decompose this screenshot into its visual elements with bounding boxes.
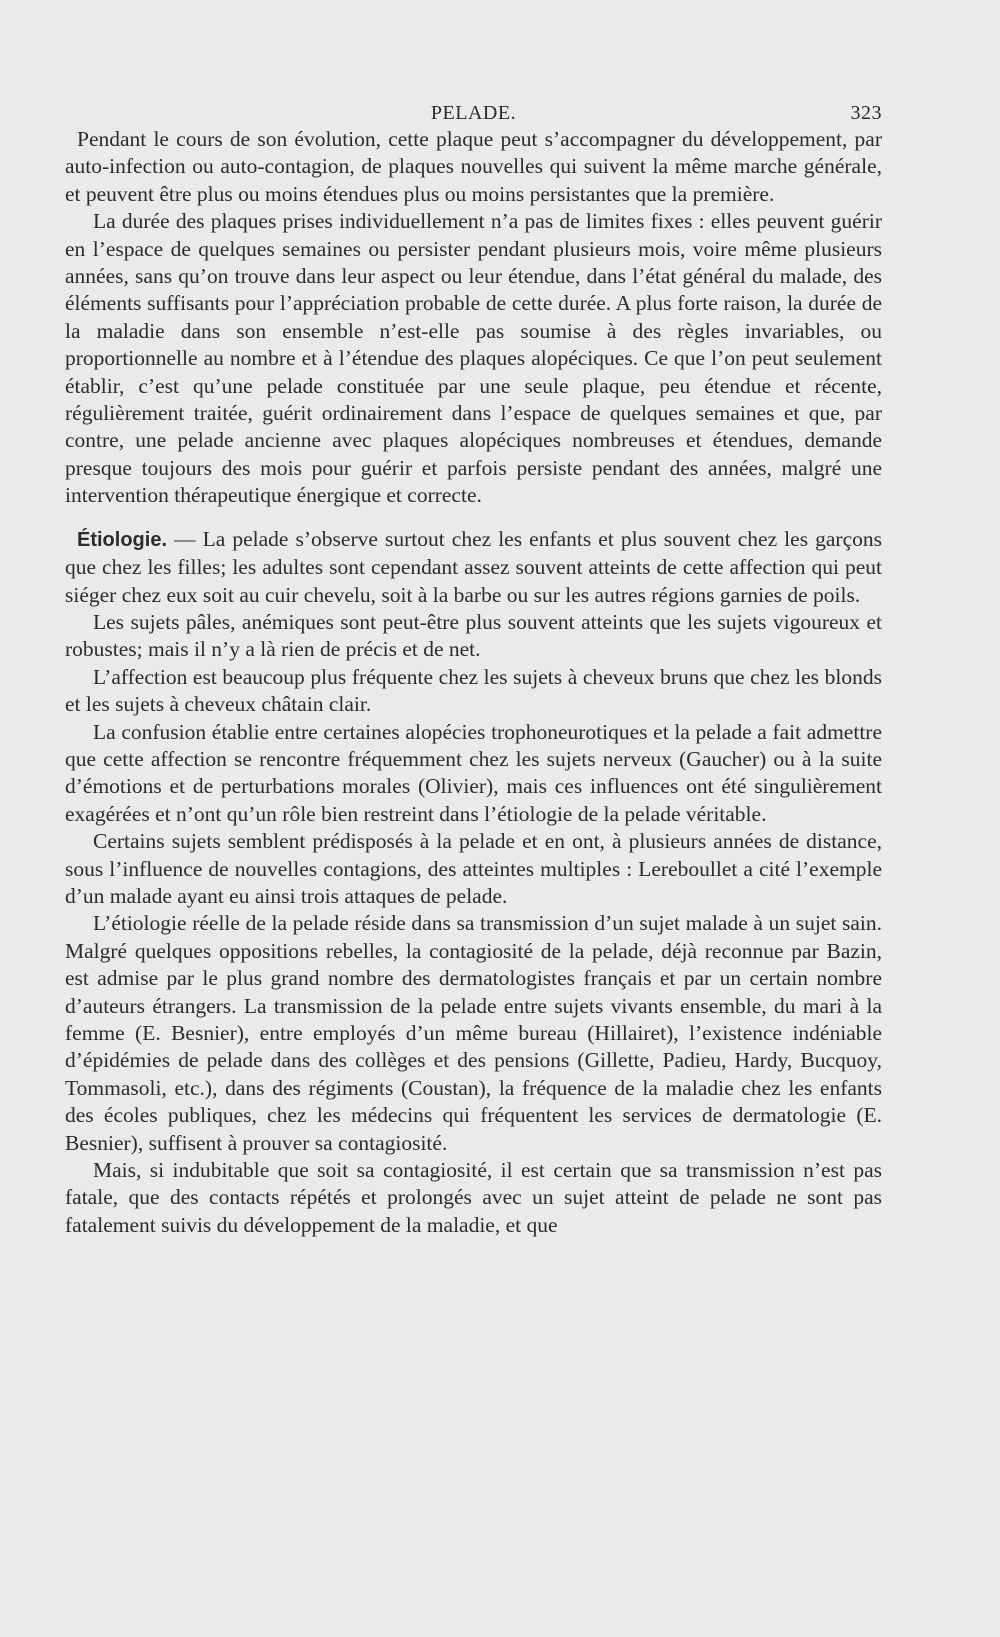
paragraph-evolution: Pendant le cours de son évolution, cette plaque peut s’accompagner du développement, par auto-infection ou auto-contagion, de plaques nouvelles qui suivent la même marche générale, et peuvent être plus ou moins étendues plus ou moins persistantes que la première. bbox=[65, 127, 882, 206]
paragraph-duree: La durée des plaques prises individuellement n’a pas de limites fixes : elles peuvent guérir en l’espace de quelques semaines ou persister pendant plusieurs mois, voire même plusieurs années, sans qu’on trouve dans leur aspect ou leur étendue, dans l’état général du malade, des éléments suffisants pour l’appréciation probable de cette durée. A plus forte raison, la durée de la maladie dans son ensemble n’est-elle pas soumise à des règles invariables, ou proportionnelle au nombre et à l’étendue des plaques alopéciques. Ce que l’on peut seulement établir, c’est qu’une pelade constituée par une seule plaque, peu étendue et récente, régulièrement traitée, guérit ordinairement dans l’espace de quelques semaines et que, par contre, une pelade ancienne avec plaques alopéciques nombreuses et étendues, demande presque toujours des mois pour guérir et parfois persiste pendant des années, malgré une intervention thérapeutique énergique et correcte. bbox=[65, 209, 882, 508]
paragraph-etiologie-text: — La pelade s’observe surtout chez les enfants et plus souvent chez les garçons que chez les filles; les adultes sont cependant assez souvent atteints de cette affection qui peut siéger chez eux soit au cuir chevelu, soit à la barbe ou sur les autres régions garnies de poils. bbox=[65, 526, 882, 607]
paragraph-etiologie-reelle: L’étiologie réelle de la pelade réside dans sa transmission d’un sujet malade à un sujet sain. Malgré quelques oppositions rebelles, la contagiosité de la pelade, déjà reconnue par Bazin, est admise par le plus grand nombre des dermatologistes français et par un certain nombre d’auteurs étrangers. La transmission de la pelade entre sujets vivants ensemble, du mari à la femme (E. Besnier), entre employés d’un même bureau (Hillairet), l’existence indéniable d’épidémies de pelade dans des collèges et des pensions (Gillette, Padieu, Hardy, Bucquoy, Tommasoli, etc.), dans des régiments (Coustan), la fréquence de la maladie chez les enfants des écoles publiques, chez les médecins qui fréquentent les services de dermatologie (E. Besnier), suffisent à prouver sa contagiosité. bbox=[65, 911, 882, 1155]
paragraph-predisposes: Certains sujets semblent prédisposés à la pelade et en ont, à plusieurs années de distance, sous l’influence de nouvelles contagions, des atteintes multiples : Lereboullet a cité l’exemple d’un malade ayant eu ainsi trois attaques de pelade. bbox=[65, 829, 882, 908]
paragraph-sujets-pales: Les sujets pâles, anémiques sont peut-être plus souvent atteints que les sujets vigoureux et robustes; mais il n’y a là rien de précis et de net. bbox=[65, 609, 882, 662]
paragraph-confusion: La confusion établie entre certaines alopécies trophoneurotiques et la pelade a fait admettre que cette affection se rencontre fréquemment chez les sujets nerveux (Gaucher) ou à la suite d’émotions et de perturbations morales (Olivier), mais ces influences ont été singulièrement exagérées et n’ont qu’un rôle bien restreint dans l’étiologie de la pelade véritable. bbox=[65, 719, 882, 826]
paragraph-cheveux-bruns: L’affection est beaucoup plus fréquente chez les sujets à cheveux bruns que chez les blonds et les sujets à cheveux châtain clair. bbox=[65, 664, 882, 717]
running-title: PELADE. bbox=[430, 102, 517, 124]
paragraph-etiologie bbox=[65, 526, 882, 609]
page-number: 323 bbox=[850, 102, 882, 124]
section-heading-etiologie: Étiologie. bbox=[77, 528, 167, 551]
paragraph-contagiosite: Mais, si indubitable que soit sa contagiosité, il est certain que sa transmission n’est pas fatale, que des contacts répétés et prolongés avec un sujet atteint de pelade ne sont pas fatalement suivis du développement de la maladie, et que bbox=[65, 1158, 882, 1237]
running-header bbox=[65, 96, 882, 126]
body-text bbox=[65, 126, 882, 1239]
